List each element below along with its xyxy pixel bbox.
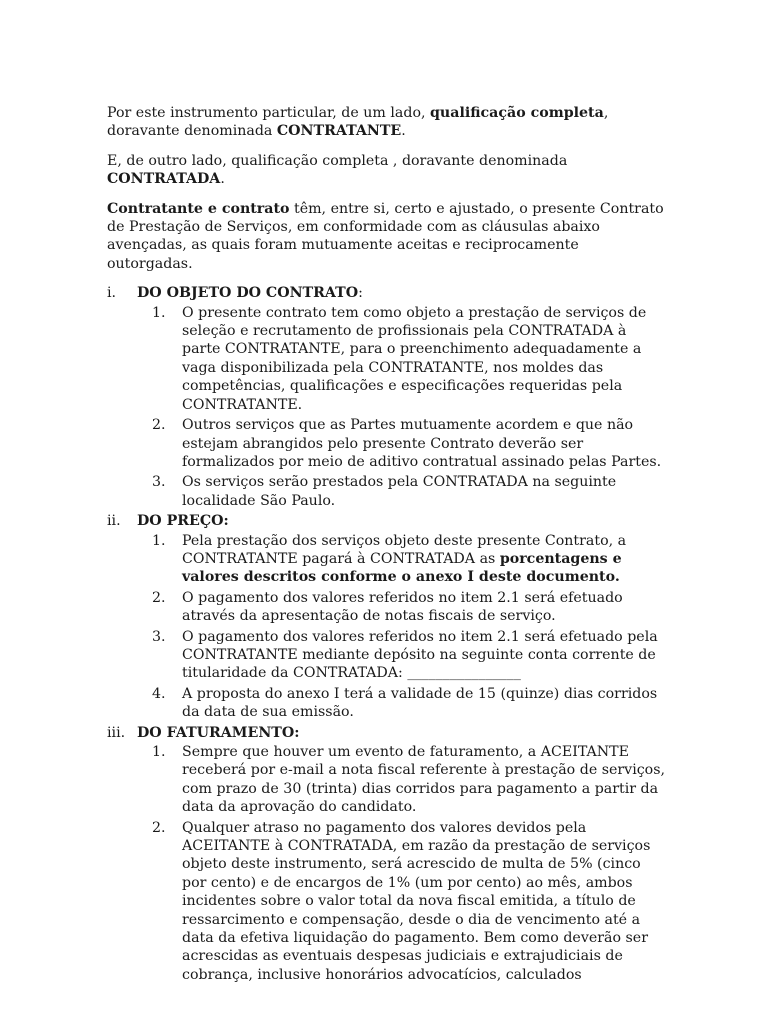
clause-item	[137, 685, 667, 722]
clause-list	[137, 304, 667, 510]
clause-bold-text: porcentagens e valores descritos conforme o anexo I deste documento.	[182, 550, 622, 586]
clause-item	[137, 416, 667, 471]
clause-text: Sempre que houver um evento de faturamento, a ACEITANTE receberá por e-mail a nota fiscal referente à prestação de serviços, com prazo de 30 (trinta) dias corridos para pagamento a partir da data da aprovação do candidato.	[182, 744, 666, 816]
section-number: ii.	[107, 513, 121, 530]
section-number: i.	[107, 285, 117, 302]
intro-paragraph-agreement	[107, 200, 667, 274]
intro-text: , doravante denominada	[107, 105, 609, 140]
clause-number: 2.	[152, 819, 166, 836]
intro-text: têm, entre si, certo e ajustado, o presente Contrato de Prestação de Serviços, em conformidade com as cláusulas abaixo avençadas, as quais foram mutuamente aceitas e reciprocamente outorgadas.	[107, 200, 664, 272]
clause-item	[137, 589, 667, 626]
clause-text: Pela prestação dos serviços objeto deste presente Contrato, a CONTRATANTE pagará à CONTRATADA as	[182, 532, 627, 567]
clause-number: 3.	[152, 474, 166, 491]
clause-number: 1.	[152, 304, 166, 321]
document-body	[107, 104, 667, 986]
section-title: DO OBJETO DO CONTRATO	[137, 285, 359, 302]
clause-number: 3.	[152, 628, 166, 645]
clause-text: Os serviços serão prestados pela CONTRATADA na seguinte localidade São Paulo.	[182, 474, 617, 509]
section-number: iii.	[107, 724, 126, 741]
clause-number: 1.	[152, 744, 166, 760]
clause-number: 2.	[152, 417, 166, 434]
section-preco	[107, 512, 667, 721]
clause-item	[137, 743, 667, 817]
intro-paragraph-contratada	[107, 152, 667, 189]
section-heading	[137, 284, 667, 302]
clause-list	[137, 532, 667, 722]
clause-item	[137, 628, 667, 683]
intro-bold-text: CONTRATANTE	[276, 123, 402, 140]
section-heading	[137, 724, 667, 742]
intro-text: .	[220, 171, 225, 188]
intro-text: .	[401, 123, 406, 140]
section-title: DO PREÇO:	[137, 513, 229, 530]
section-objeto	[107, 284, 667, 510]
clause-number: 1.	[152, 532, 166, 549]
intro-text: E, de outro lado, qualificação completa , doravante denominada	[107, 152, 568, 169]
section-faturamento	[107, 724, 667, 985]
intro-text: Por este instrumento particular, de um lado,	[107, 105, 431, 121]
clause-item	[137, 819, 667, 985]
intro-bold-text: CONTRATADA	[107, 171, 221, 188]
section-title: DO FATURAMENTO:	[137, 724, 300, 741]
intro-bold-text: qualificação completa	[430, 105, 604, 121]
clause-text: Qualquer atraso no pagamento dos valores devidos pela ACEITANTE à CONTRATADA, em razão da prestação de serviços objeto deste instrumento, será acrescido de multa de 5% (cinco por cento) e de encargos de 1% (um por cento) ao mês, ambos incidentes sobre o valor total da nova fiscal emitida, a título de ressarcimento e compensação, desde o dia de vencimento até a data da efetiva liquidação do pagamento. Bem como deverão ser acrescidas as eventuais despesas judiciais e extrajudiciais de cobrança, inclusive honorários advocatícios, calculados	[182, 819, 651, 983]
clause-item	[137, 304, 667, 414]
clause-item	[137, 532, 667, 587]
intro-bold-text: Contratante e contrato	[107, 200, 290, 217]
clause-text: A proposta do anexo I terá a validade de 15 (quinze) dias corridos da data de sua emissão.	[182, 685, 658, 721]
clause-list	[137, 743, 667, 984]
section-title-suffix: :	[358, 285, 363, 302]
clause-number: 4.	[152, 685, 166, 702]
intro-paragraph-contratante	[107, 104, 667, 141]
clause-text: O pagamento dos valores referidos no item 2.1 será efetuado pela CONTRATANTE mediante depósito na seguinte conta corrente de titularidade da CONTRATADA: ________________	[182, 628, 658, 682]
clause-number: 2.	[152, 589, 166, 606]
clause-text: Outros serviços que as Partes mutuamente acordem e que não estejam abrangidos pelo presente Contrato deverão ser formalizados por meio de aditivo contratual assinado pelas Partes.	[182, 417, 662, 470]
clause-text: O presente contrato tem como objeto a prestação de serviços de seleção e recrutamento de profissionais pela CONTRATADA à parte CONTRATANTE, para o preenchimento adequadamente a vaga disponibilizada pela CONTRATANTE, nos moldes das competências, qualificações e especificações requeridas pela CONTRATANTE.	[182, 304, 647, 413]
clause-text: O pagamento dos valores referidos no item 2.1 será efetuado através da apresentação de notas fiscais de serviço.	[182, 589, 623, 625]
clause-item	[137, 473, 667, 510]
section-heading	[137, 512, 667, 530]
